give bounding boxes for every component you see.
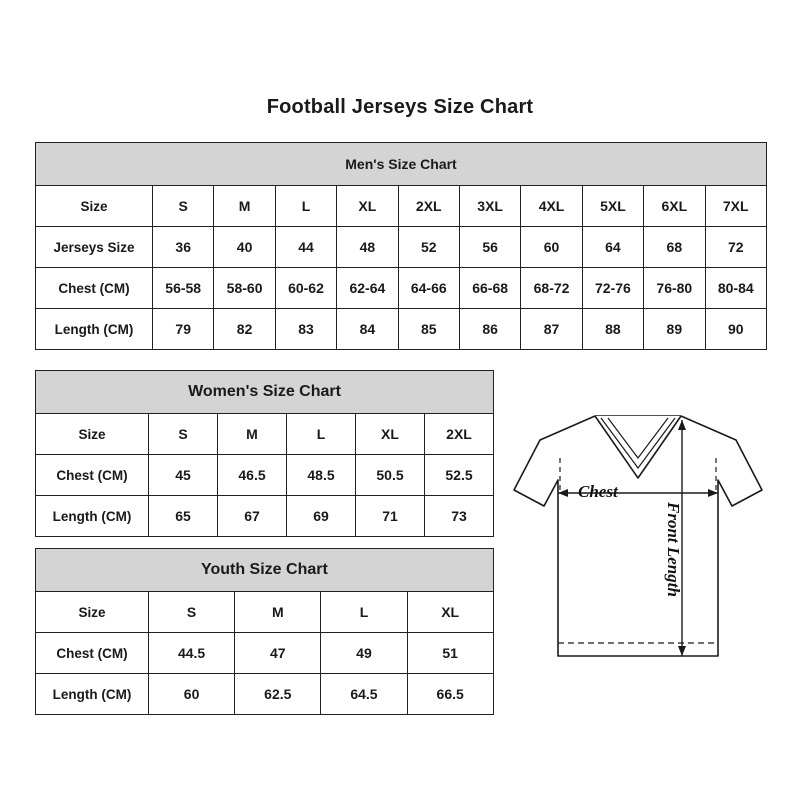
cell: 45 <box>149 455 218 496</box>
cell: 2XL <box>425 414 494 455</box>
cell: 5XL <box>582 186 643 227</box>
cell: 44.5 <box>149 633 235 674</box>
cell: 62-64 <box>337 268 398 309</box>
row-header: Chest (CM) <box>36 268 153 309</box>
row-header: Chest (CM) <box>36 633 149 674</box>
cell: 2XL <box>398 186 459 227</box>
womens-table-caption: Women's Size Chart <box>36 371 494 414</box>
cell: 64-66 <box>398 268 459 309</box>
cell: 48 <box>337 227 398 268</box>
cell: 83 <box>275 309 336 350</box>
cell: 73 <box>425 496 494 537</box>
tshirt-measurement-diagram <box>500 398 790 698</box>
cell: 36 <box>153 227 214 268</box>
row-header: Length (CM) <box>36 309 153 350</box>
row-header: Jerseys Size <box>36 227 153 268</box>
cell: 60 <box>521 227 582 268</box>
mens-size-table <box>35 142 767 350</box>
table-caption-row <box>36 549 494 592</box>
chest-measure-label: Chest <box>578 482 618 501</box>
cell: 67 <box>218 496 287 537</box>
cell: 6XL <box>644 186 705 227</box>
table-row <box>36 674 494 715</box>
youth-table-caption: Youth Size Chart <box>36 549 494 592</box>
cell: 72 <box>705 227 766 268</box>
cell: 7XL <box>705 186 766 227</box>
cell: L <box>321 592 407 633</box>
cell: 60 <box>149 674 235 715</box>
cell: 68-72 <box>521 268 582 309</box>
cell: 85 <box>398 309 459 350</box>
youth-size-chart-container <box>35 548 494 715</box>
page-title: Football Jerseys Size Chart <box>266 96 534 118</box>
table-row <box>36 186 767 227</box>
table-caption-row <box>36 143 767 186</box>
table-row <box>36 227 767 268</box>
table-row <box>36 496 494 537</box>
cell: M <box>235 592 321 633</box>
cell: 65 <box>149 496 218 537</box>
cell: 58-60 <box>214 268 275 309</box>
cell: 68 <box>644 227 705 268</box>
cell: M <box>214 186 275 227</box>
cell: XL <box>407 592 493 633</box>
table-row <box>36 414 494 455</box>
cell: 80-84 <box>705 268 766 309</box>
cell: 90 <box>705 309 766 350</box>
front-length-measure-label: Front Length <box>664 502 683 597</box>
cell: 64 <box>582 227 643 268</box>
cell: 52 <box>398 227 459 268</box>
cell: 71 <box>356 496 425 537</box>
row-header: Size <box>36 592 149 633</box>
womens-size-table <box>35 370 494 537</box>
cell: 79 <box>153 309 214 350</box>
cell: 84 <box>337 309 398 350</box>
youth-size-table <box>35 548 494 715</box>
cell: 40 <box>214 227 275 268</box>
cell: 51 <box>407 633 493 674</box>
cell: 56 <box>459 227 520 268</box>
cell: 46.5 <box>218 455 287 496</box>
row-header: Size <box>36 414 149 455</box>
cell: XL <box>356 414 425 455</box>
cell: S <box>149 414 218 455</box>
mens-table-caption: Men's Size Chart <box>36 143 767 186</box>
cell: 49 <box>321 633 407 674</box>
cell: S <box>153 186 214 227</box>
cell: 66.5 <box>407 674 493 715</box>
cell: 52.5 <box>425 455 494 496</box>
cell: 76-80 <box>644 268 705 309</box>
cell: S <box>149 592 235 633</box>
table-row <box>36 309 767 350</box>
row-header: Chest (CM) <box>36 455 149 496</box>
cell: L <box>275 186 336 227</box>
cell: 44 <box>275 227 336 268</box>
cell: 48.5 <box>287 455 356 496</box>
cell: XL <box>337 186 398 227</box>
cell: M <box>218 414 287 455</box>
cell: 69 <box>287 496 356 537</box>
cell: 82 <box>214 309 275 350</box>
tshirt-icon <box>500 398 790 698</box>
cell: 89 <box>644 309 705 350</box>
cell: 87 <box>521 309 582 350</box>
cell: 47 <box>235 633 321 674</box>
cell: 50.5 <box>356 455 425 496</box>
table-row <box>36 268 767 309</box>
table-caption-row <box>36 371 494 414</box>
row-header: Size <box>36 186 153 227</box>
womens-size-chart-container <box>35 370 494 537</box>
table-row <box>36 633 494 674</box>
cell: 62.5 <box>235 674 321 715</box>
cell: 56-58 <box>153 268 214 309</box>
table-row <box>36 592 494 633</box>
row-header: Length (CM) <box>36 674 149 715</box>
cell: 3XL <box>459 186 520 227</box>
cell: 66-68 <box>459 268 520 309</box>
cell: 86 <box>459 309 520 350</box>
cell: L <box>287 414 356 455</box>
cell: 64.5 <box>321 674 407 715</box>
row-header: Length (CM) <box>36 496 149 537</box>
cell: 60-62 <box>275 268 336 309</box>
cell: 72-76 <box>582 268 643 309</box>
cell: 88 <box>582 309 643 350</box>
table-row <box>36 455 494 496</box>
mens-size-chart-container <box>35 142 767 350</box>
cell: 4XL <box>521 186 582 227</box>
